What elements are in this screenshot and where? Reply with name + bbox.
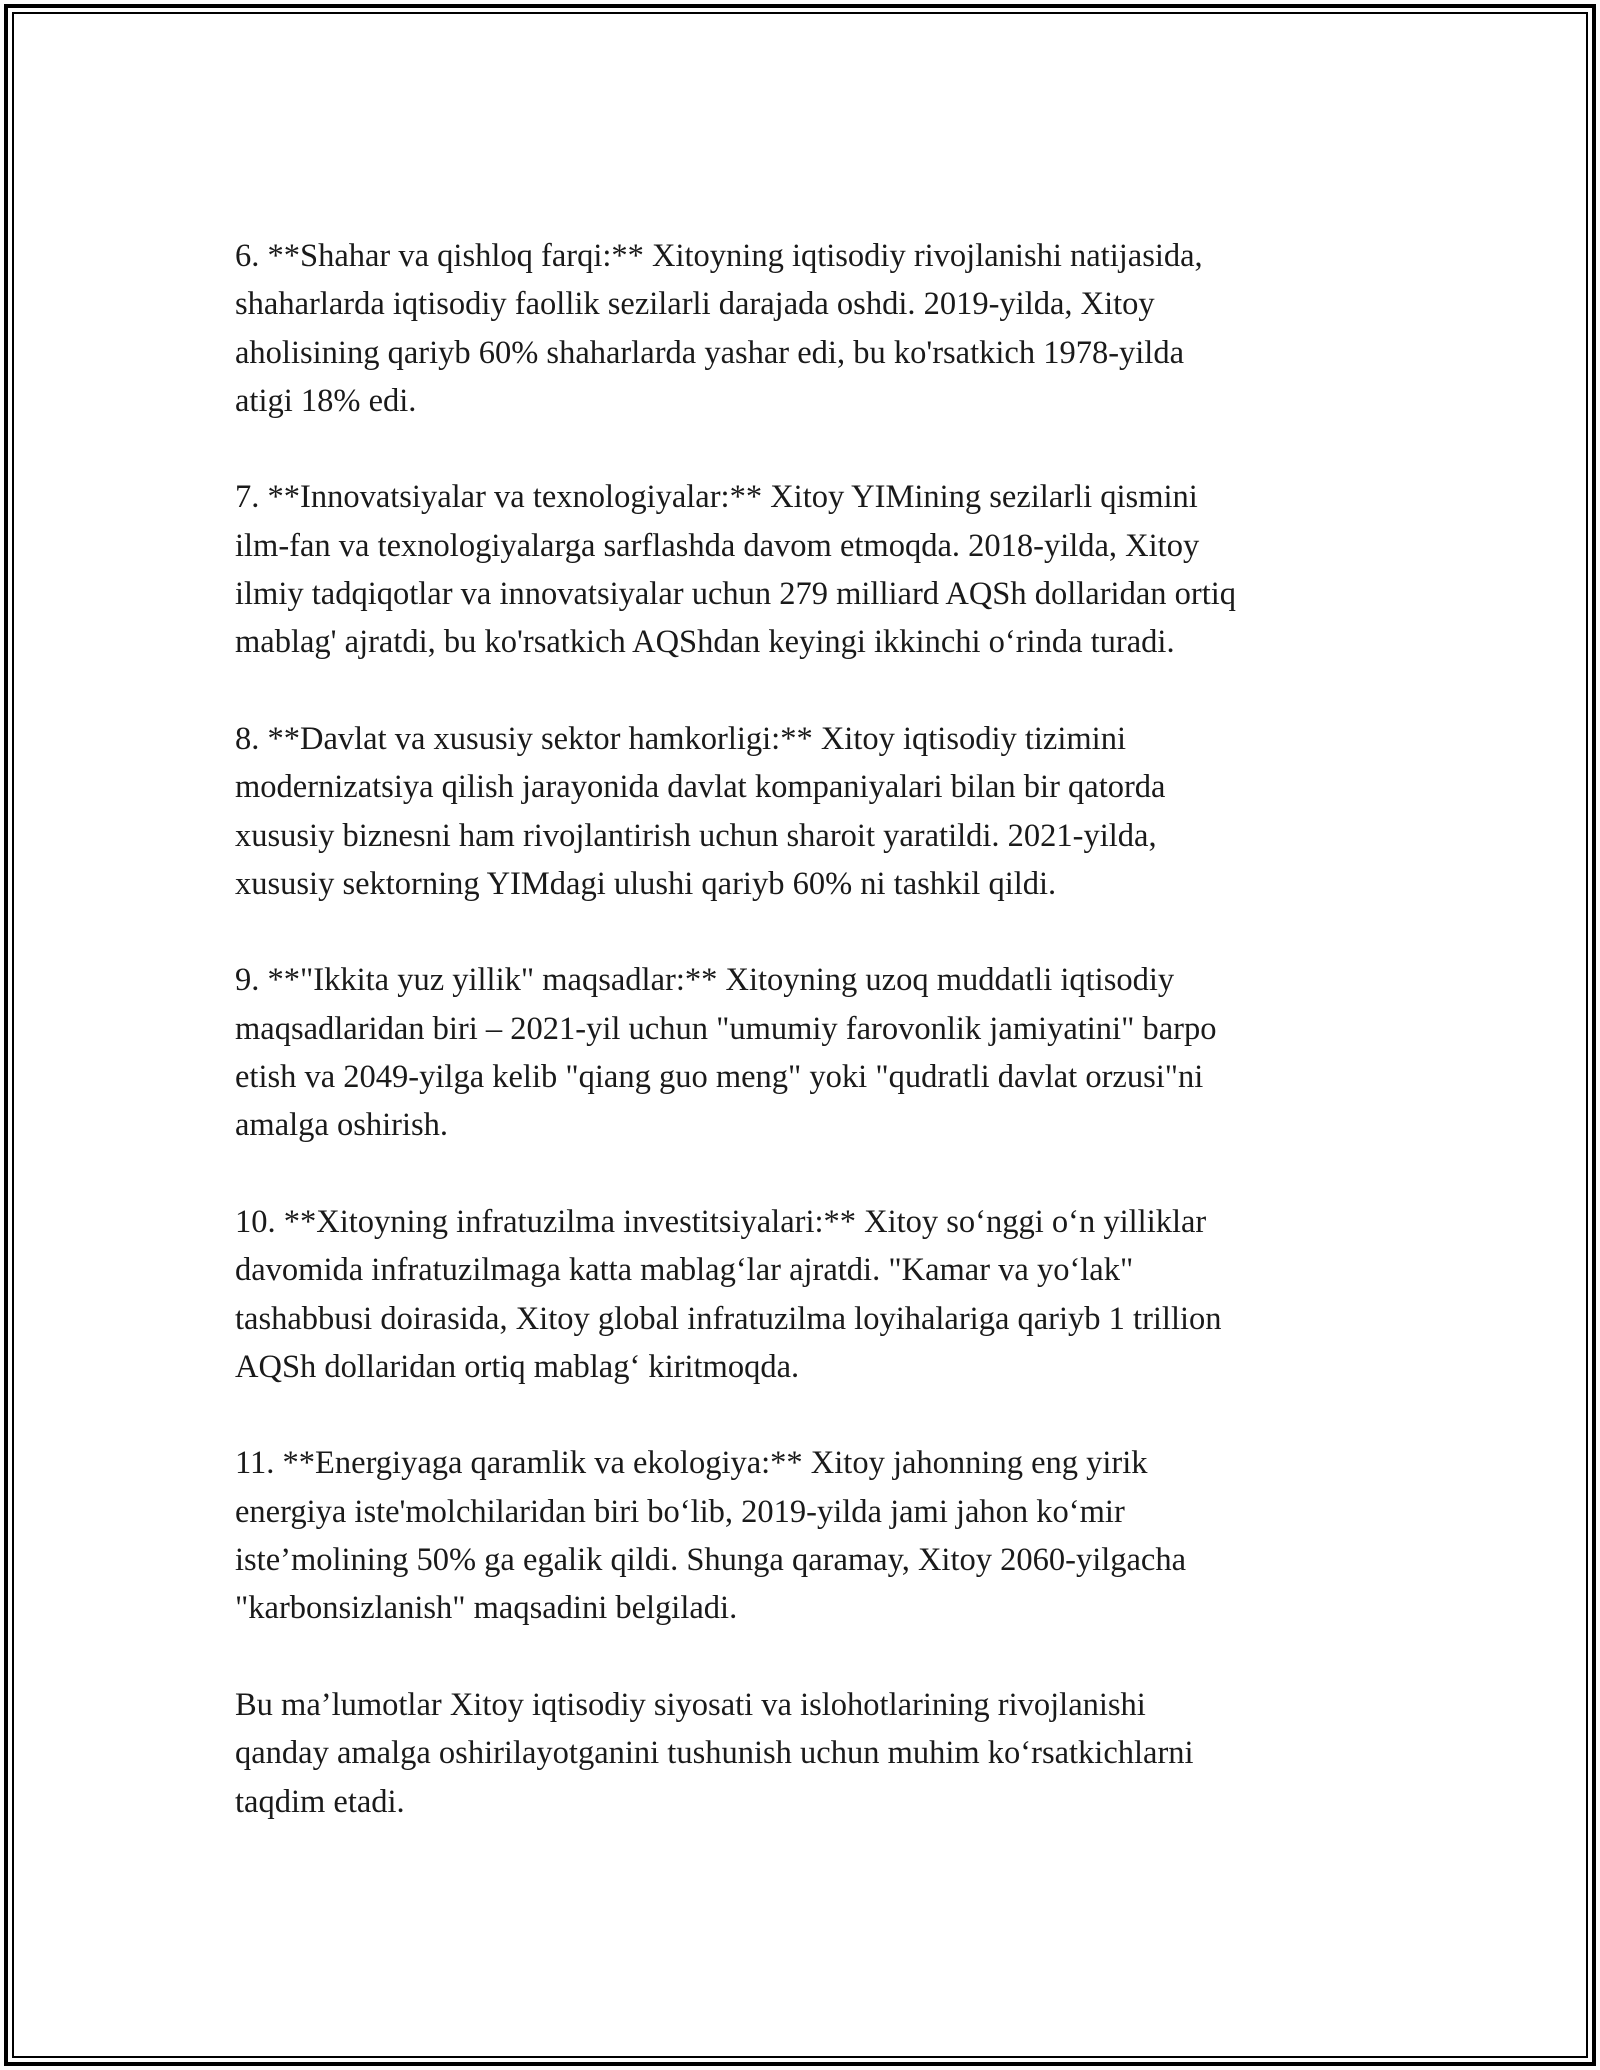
paragraph-centenary-goals: 9. **"Ikkita yuz yillik" maqsadlar:** Xitoyning uzoq muddatli iqtisodiy maqsadlaridan biri – 2021-yil uchun "umumiy farovonlik jamiyatini" barpo etish va 2049-yilga kelib "qiang guo meng" yoki "qudratli davlat orzusi"ni amalga oshirish.: [235, 962, 1217, 1144]
paragraph-infrastructure: 10. **Xitoyning infratuzilma investitsiyalari:** Xitoy so‘nggi o‘n yilliklar davomida infratuzilmaga katta mablag‘lar ajratdi. "Kamar va yo‘lak" tashabbusi doirasida, Xitoy global infratuzilma loyihalariga qariyb 1 trillion AQSh dollaridan ortiq mablag‘ kiritmoqda.: [235, 1203, 1222, 1385]
paragraph-energy: 11. **Energiyaga qaramlik va ekologiya:** Xitoy jahonning eng yirik energiya iste'molchilaridan biri bo‘lib, 2019-yilda jami jahon ko‘mir iste’molining 50% ga egalik qildi. Shunga qaramay, Xitoy 2060-yilgacha "karbonsizlanish" maqsadini belgiladi.: [235, 1445, 1187, 1627]
paragraph-conclusion: Bu ma’lumotlar Xitoy iqtisodiy siyosati va islohotlarining rivojlanishi qanday amalga oshirilayotganini tushunish uchun muhim ko‘rsatkichlarni taqdim etadi.: [235, 1686, 1194, 1820]
document-body: [235, 232, 1385, 1874]
paragraph-innovation: 7. **Innovatsiyalar va texnologiyalar:** Xitoy YIMining sezilarli qismini ilm-fan va texnologiyalarga sarflashda davom etmoqda. 2018-yilda, Xitoy ilmiy tadqiqotlar va innovatsiyalar uchun 279 milliard AQSh dollaridan ortiq mablag' ajratdi, bu ko'rsatkich AQShdan keyingi ikkinchi o‘rinda turadi.: [235, 479, 1237, 661]
paragraph-public-private: 8. **Davlat va xususiy sektor hamkorligi:** Xitoy iqtisodiy tizimini modernizatsiya qilish jarayonida davlat kompaniyalari bilan bir qatorda xususiy biznesni ham rivojlantirish uchun sharoit yaratildi. 2021-yilda, xususiy sektorning YIMdagi ulushi qariyb 60% ni tashkil qildi.: [235, 720, 1166, 902]
paragraph-urban-rural: 6. **Shahar va qishloq farqi:** Xitoyning iqtisodiy rivojlanishi natijasida, shaharlarda iqtisodiy faollik sezilarli darajada oshdi. 2019-yilda, Xitoy aholisining qariyb 60% shaharlarda yashar edi, bu ko'rsatkich 1978-yilda atigi 18% edi.: [235, 238, 1203, 419]
